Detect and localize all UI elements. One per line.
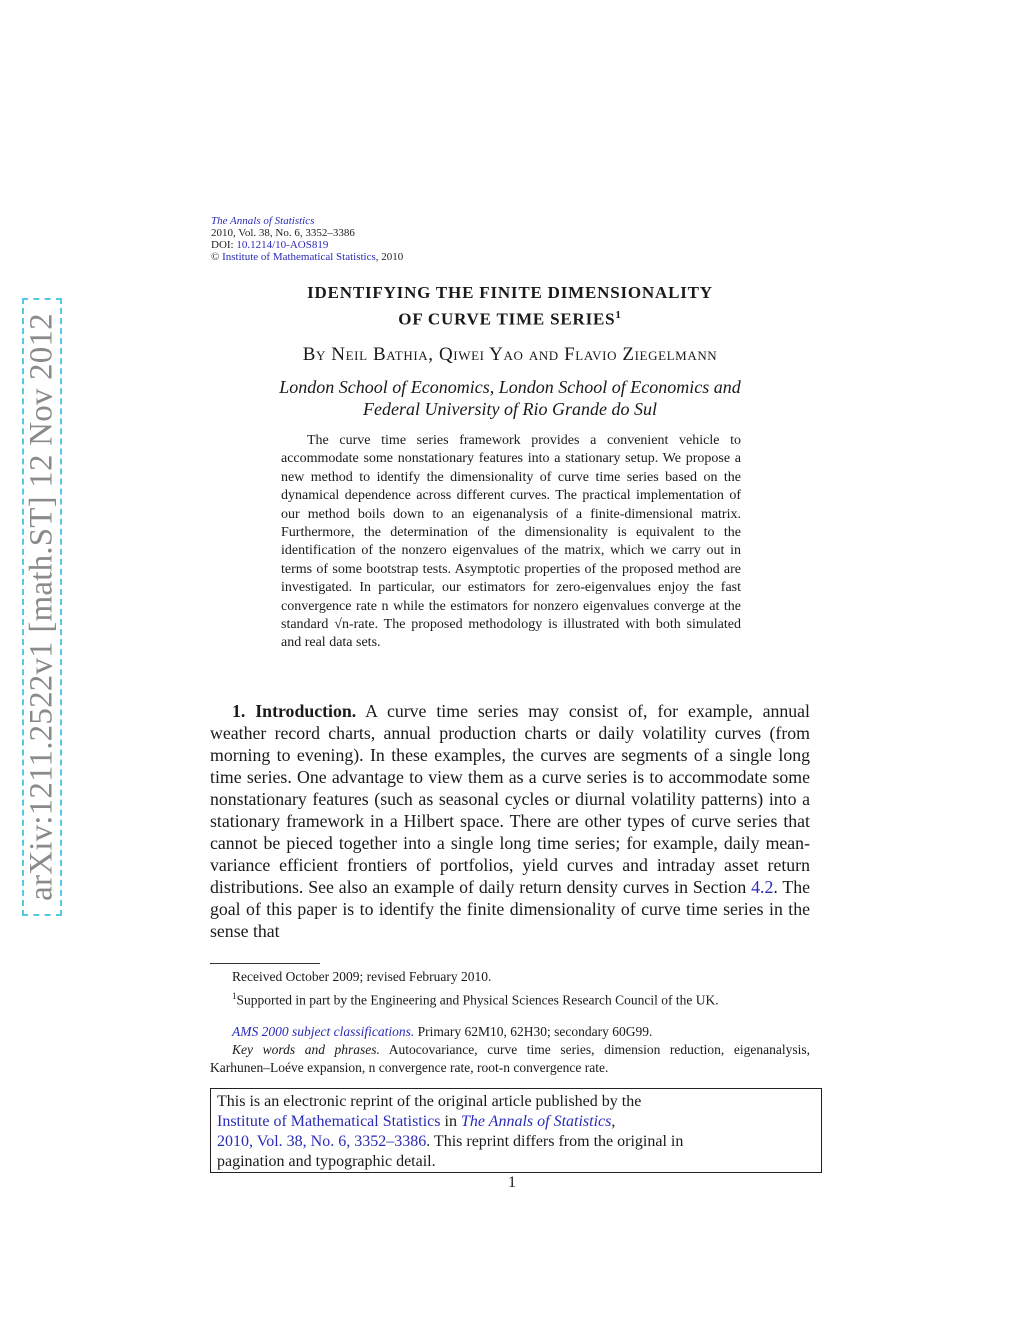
footnote-divider bbox=[210, 963, 320, 964]
received-note: Received October 2009; revised February 2010. bbox=[232, 969, 492, 984]
authors: By Neil Bathia, Qiwei Yao and Flavio Ziegelmann bbox=[302, 344, 718, 365]
introduction-paragraph bbox=[210, 700, 810, 942]
title-line-2: OF CURVE TIME SERIES bbox=[398, 309, 616, 329]
journal-volume: 2010, Vol. 38, No. 6, 3352–3386 bbox=[211, 227, 355, 239]
support-footnote-text: Supported in part by the Engineering and Physical Sciences Research Council of the UK. bbox=[236, 992, 719, 1008]
keywords-text: Autocovariance, curve time series, dimension reduction, eigenanalysis, Karhunen–Loéve expansion, n convergence rate, root-n convergence rate. bbox=[210, 1042, 810, 1075]
copyright-year: , 2010 bbox=[375, 251, 404, 263]
doi-label: DOI: bbox=[211, 239, 237, 251]
keywords bbox=[210, 1041, 810, 1077]
title-footnote-mark: 1 bbox=[615, 309, 622, 321]
journal-name-link[interactable]: The Annals of Statistics bbox=[211, 215, 315, 227]
doi-link[interactable]: 10.1214/10-AOS819 bbox=[236, 239, 329, 251]
reprint-journal-link[interactable]: The Annals of Statistics bbox=[460, 1113, 612, 1130]
section-link[interactable]: 4.2 bbox=[751, 877, 774, 897]
copyright-symbol: © bbox=[211, 251, 220, 263]
intro-text-2: . The goal of this paper is to identify the finite dimensionality of curve time series in the sense that bbox=[210, 877, 810, 941]
affiliation bbox=[210, 376, 810, 420]
abstract: The curve time series framework provides a convenient vehicle to accommodate some nonstationary features into a stationary setup. We propose a new method to identify the dimensionality of curve time series based on the dynamical dependence across different curves. The practical implementation of our method boils down to an eigenanalysis of a finite-dimensional matrix. Furthermore, the determination of the dimensionality is equivalent to the identification of the nonzero eigenvalues of the matrix, which we carry out in terms of some bootstrap tests. Asymptotic properties of the proposed method are investigated. In particular, our estimators for zero-eigenvalues enjoy the fast convergence rate n while the estimators for nonzero eigenvalues converge at the standard √n-rate. The proposed methodology is illustrated with both simulated and real data sets. bbox=[281, 433, 741, 651]
ims-link[interactable]: Institute of Mathematical Statistics bbox=[222, 251, 376, 263]
title-line-1: IDENTIFYING THE FINITE DIMENSIONALITY bbox=[307, 283, 713, 302]
ams-link[interactable]: AMS 2000 subject classifications. bbox=[232, 1024, 415, 1039]
intro-text-1: A curve time series may consist of, for example, annual weather record charts, annual production charts or daily volatility curves (from morning to evening). In these examples, the curves are segments of a single long time series. One advantage to view them as a curve series is to accommodate some nonstationary features (such as seasonal cycles or diurnal volatility patterns) into a stationary framework in a Hilbert space. There are other types of curve series that cannot be pieced together into a single long time series; for example, daily mean-variance efficient frontiers of portfolios, yield curves and intraday asset return distributions. See also an example of daily return density curves in Section bbox=[210, 701, 810, 897]
section-heading: 1. Introduction. bbox=[232, 701, 357, 721]
journal-header bbox=[211, 215, 403, 263]
ams-text: Primary 62M10, 62H30; secondary 60G99. bbox=[414, 1024, 653, 1039]
affiliation-line-1: London School of Economics, London School of Economics and bbox=[279, 377, 741, 397]
reprint-in: in bbox=[440, 1113, 461, 1130]
reprint-comma: , bbox=[611, 1113, 616, 1130]
support-footnote-mark: 1 bbox=[232, 991, 237, 1001]
ams-classification bbox=[210, 1023, 810, 1041]
paper-title bbox=[210, 282, 810, 331]
reprint-notice-box bbox=[210, 1088, 822, 1173]
reprint-line-1: This is an electronic reprint of the original article published by the bbox=[217, 1093, 642, 1110]
keywords-label: Key words and phrases. bbox=[232, 1042, 380, 1057]
arxiv-stamp bbox=[22, 298, 62, 916]
page-number: 1 bbox=[508, 1174, 516, 1191]
reprint-line-4: pagination and typographic detail. bbox=[217, 1153, 436, 1170]
support-footnote bbox=[210, 987, 810, 1010]
reprint-ims-link[interactable]: Institute of Mathematical Statistics bbox=[217, 1113, 441, 1130]
reprint-line-3: . This reprint differs from the original in bbox=[426, 1133, 684, 1150]
arxiv-stamp-text: arXiv:1211.2522v1 [math.ST] 12 Nov 2012 bbox=[23, 313, 60, 901]
reprint-citation-link[interactable]: 2010, Vol. 38, No. 6, 3352–3386 bbox=[217, 1133, 427, 1150]
affiliation-line-2: Federal University of Rio Grande do Sul bbox=[363, 399, 657, 419]
